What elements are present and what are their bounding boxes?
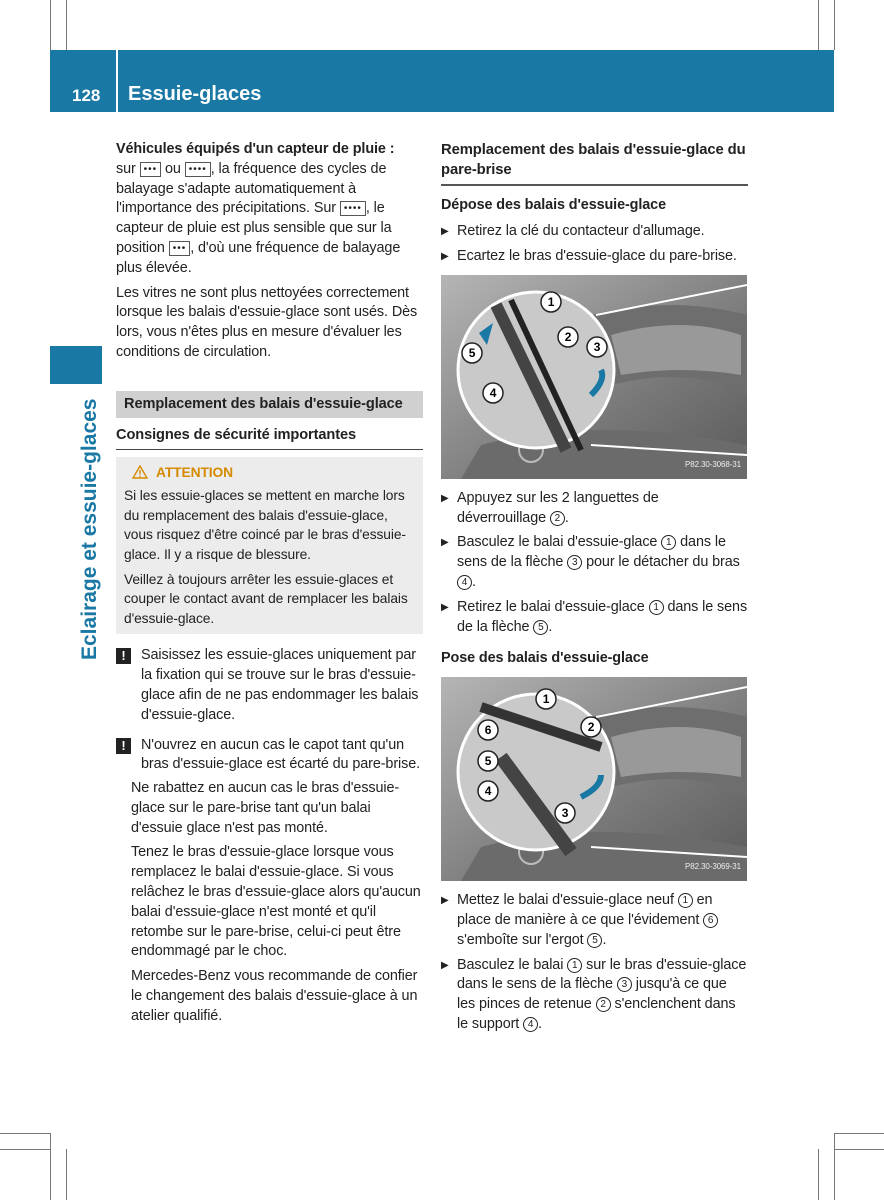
hood-note — [116, 736, 423, 776]
text-span: en place de manière à ce que l'évidement — [457, 892, 713, 928]
wiper-position-key: •••• — [340, 201, 366, 216]
text-span: Appuyez sur les 2 languettes de déverrouillage — [457, 489, 659, 526]
text-span: jusqu'à ce que les pinces de retenue — [457, 976, 727, 1013]
note-text: Saisissez les essuie-glaces uniquement par la fixation qui se trouve sur le bras d'essuie-glace afin de ne pas endommager les balais d'essuie-glace. — [141, 647, 419, 723]
callout-ref: 3 — [567, 555, 582, 570]
text-span: sur — [116, 160, 136, 177]
trim-mark — [66, 0, 67, 50]
trim-mark — [834, 1133, 835, 1200]
callout-ref: 1 — [661, 535, 676, 550]
warning-header — [124, 463, 415, 483]
text-span: Basculez le balai d'essuie-glace — [457, 534, 658, 551]
chapter-tab-marker — [50, 346, 102, 384]
text-span: Basculez le balai — [457, 956, 564, 973]
callout-4: 4 — [484, 784, 492, 799]
list-item — [441, 956, 748, 1035]
text-span: Retirez le balai d'essuie-glace — [457, 598, 645, 615]
trim-mark — [818, 1149, 819, 1200]
text-span: , le capteur de pluie est plus sensible que sur la position — [116, 200, 392, 256]
trim-mark — [50, 1133, 51, 1200]
bullet-arrow-icon: ▶ — [441, 895, 449, 907]
callout-ref: 4 — [457, 575, 472, 590]
text-span: sur le bras d'essuie-glace dans le sens de la flèche — [457, 956, 747, 993]
warning-title: ATTENTION — [156, 464, 234, 480]
right-column — [441, 140, 748, 1040]
text-span: ou — [165, 160, 181, 177]
step-text — [457, 598, 748, 638]
removal-heading: Dépose des balais d'essuie-glace — [441, 197, 666, 213]
callout-2: 2 — [587, 720, 595, 735]
list-item — [441, 598, 748, 638]
exclamation-icon: ! — [116, 738, 131, 754]
car-wiper-illustration — [441, 275, 747, 479]
warning-box — [116, 457, 423, 635]
text-span: dans le sens de la flèche — [457, 598, 748, 635]
callout-1: 1 — [542, 692, 550, 707]
figure-reference: P82.30-3069-31 — [685, 862, 741, 872]
callout-ref: 4 — [523, 1017, 538, 1032]
trim-mark — [0, 1149, 50, 1150]
text-span: dans le sens de la flèche — [457, 534, 726, 571]
bullet-arrow-icon: ▶ — [441, 537, 449, 549]
list-item — [441, 489, 748, 529]
text-span: s'emboîte sur l'ergot — [457, 931, 584, 948]
rain-sensor-heading: Véhicules équipés d'un capteur de pluie : — [116, 141, 395, 157]
text-span: . — [548, 618, 553, 635]
rain-sensor-paragraph — [116, 160, 423, 279]
text-span: Mettez le balai d'essuie-glace neuf — [457, 892, 674, 909]
wiper-position-key: ••• — [140, 162, 162, 177]
page-title: Essuie-glaces — [128, 83, 262, 105]
wiper-position-key: ••• — [169, 241, 191, 256]
callout-ref: 1 — [649, 600, 664, 615]
callout-ref: 6 — [703, 913, 718, 928]
step-text: Retirez la clé du contacteur d'allumage. — [457, 222, 705, 239]
trim-mark — [0, 1133, 50, 1134]
callout-ref: 2 — [550, 511, 565, 526]
callout-6: 6 — [484, 723, 492, 738]
header-divider — [116, 50, 118, 112]
callout-ref: 2 — [596, 997, 611, 1012]
figure-reference: P82.30-3068-31 — [685, 460, 741, 469]
trim-mark — [818, 0, 819, 50]
page-number: 128 — [72, 86, 101, 105]
callout-3: 3 — [561, 806, 569, 821]
text-span: , d'où une fréquence de balayage plus élevée. — [116, 239, 401, 276]
text-span: , la fréquence des cycles de balayage s'adapte automatiquement à l'importance des précipitations. Sur — [116, 160, 387, 217]
callout-3: 3 — [593, 339, 601, 354]
left-column — [116, 140, 423, 1032]
bullet-arrow-icon: ▶ — [441, 250, 449, 262]
note-text: Ne rabattez en aucun cas le bras d'essuie-glace sur le pare-brise tant qu'un balai d'essuie glace n'est pas monté. — [131, 780, 400, 836]
note-text: Mercedes-Benz vous recommande de confier le changement des balais d'essuie-glace à un atelier qualifié. — [131, 968, 418, 1024]
warning-triangle-icon — [132, 465, 148, 479]
chapter-tab-label: Eclairage et essuie-glaces — [78, 398, 101, 660]
trim-mark — [66, 1149, 67, 1200]
step-text — [457, 891, 748, 950]
warning-text: Veillez à toujours arrêter les essuie-glaces et couper le contact avant de remplacer les balais d'essuie-glace. — [124, 571, 408, 626]
list-item — [441, 222, 748, 242]
car-wiper-illustration — [441, 677, 747, 881]
bullet-arrow-icon: ▶ — [441, 492, 449, 504]
callout-4: 4 — [489, 385, 497, 400]
callout-ref: 3 — [617, 977, 632, 992]
install-illustration — [441, 677, 747, 881]
callout-1: 1 — [547, 294, 555, 309]
note-text: Tenez le bras d'essuie-glace lorsque vous remplacez le balai d'essuie-glace. Si vous relâchez le bras d'essuie-glace alors qu'aucun balai d'essuie-glace n'est monté et qu'il retombe sur le pare-brise, celui-ci peut être endommagé par le choc. — [131, 844, 421, 960]
callout-ref: 1 — [567, 958, 582, 973]
step-text — [457, 489, 748, 529]
text-span: s'enclenchent dans le support — [457, 996, 736, 1032]
trim-mark — [834, 1149, 884, 1150]
step-text — [457, 956, 748, 1035]
removal-illustration — [441, 275, 747, 479]
trim-mark — [834, 0, 835, 50]
bullet-arrow-icon: ▶ — [441, 601, 449, 613]
section-title: Remplacement des balais d'essuie-glace — [116, 391, 423, 418]
text-span: . — [602, 931, 607, 948]
list-item — [441, 247, 748, 267]
damage-note — [116, 646, 423, 725]
callout-2: 2 — [564, 329, 572, 344]
bullet-arrow-icon: ▶ — [441, 225, 449, 237]
text-span: . — [564, 509, 569, 526]
wiper-position-key: •••• — [185, 162, 211, 177]
note-text: N'ouvrez en aucun cas le capot tant qu'un bras d'essuie-glace est écarté du pare-brise. — [141, 736, 421, 773]
bullet-arrow-icon: ▶ — [441, 959, 449, 971]
list-item — [441, 533, 748, 592]
text-span: . — [538, 1015, 543, 1032]
callout-ref: 1 — [678, 893, 693, 908]
exclamation-icon: ! — [116, 648, 131, 664]
callout-5: 5 — [468, 345, 476, 360]
callout-5: 5 — [484, 754, 492, 769]
worn-blades-paragraph: Les vitres ne sont plus nettoyées correctement lorsque les balais d'essuie-glace sont usés. Dès lors, vous n'êtes plus en mesure d'évaluer les conditions de circulation. — [116, 284, 418, 360]
text-span: . — [472, 573, 476, 590]
step-text: Ecartez le bras d'essuie-glace du pare-brise. — [457, 247, 737, 264]
callout-ref: 5 — [587, 933, 602, 948]
trim-mark — [834, 1133, 884, 1134]
step-text — [457, 533, 748, 592]
trim-mark — [50, 0, 51, 50]
callout-ref: 5 — [533, 620, 548, 635]
list-item — [441, 891, 748, 950]
text-span: pour le détacher du bras — [586, 554, 740, 571]
windshield-heading: Remplacement des balais d'essuie-glace du pare-brise — [441, 140, 748, 186]
install-heading: Pose des balais d'essuie-glace — [441, 650, 649, 667]
safety-heading: Consignes de sécurité importantes — [116, 426, 423, 450]
warning-text: Si les essuie-glaces se mettent en marche lors du remplacement des balais d'essuie-glace, vous risquez d'être coincé par le bras d'essuie-glace. Il y a risque de blessure. — [124, 488, 406, 562]
